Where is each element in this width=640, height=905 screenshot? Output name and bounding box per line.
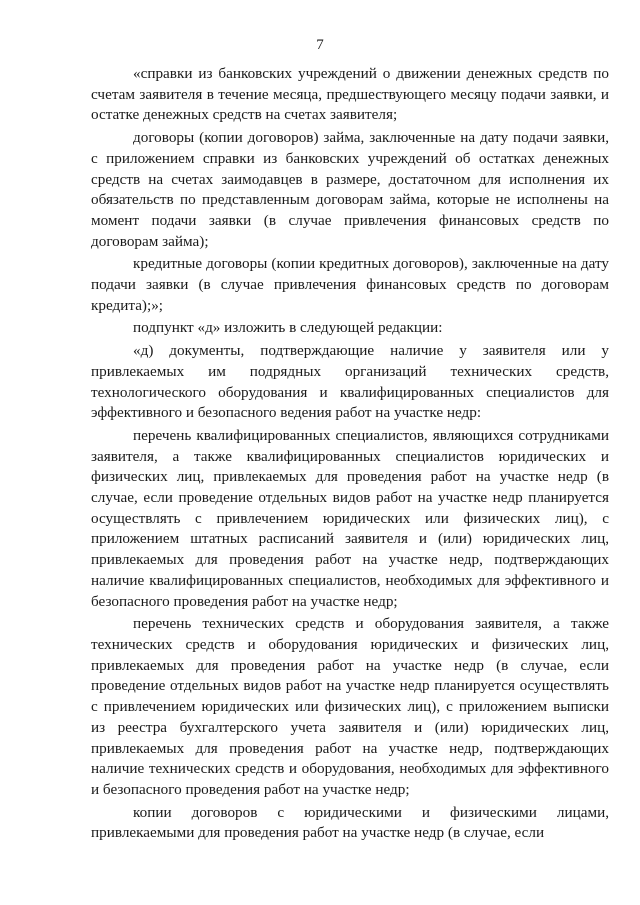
paragraph-subclause-d: «д) документы, подтверждающие наличие у заявителя или у привлекаемых им подрядных организаций технических средств, технологического оборудования и квалифицированных специалистов для эффективного и безопасного ведения работ на участке недр:: [91, 342, 609, 422]
paragraph-credit-agreements: кредитные договоры (копии кредитных договоров), заключенные на дату подачи заявки (в случае привлечения финансовых средств по договорам кредита);»;: [91, 255, 609, 314]
paragraph-specialists-list: перечень квалифицированных специалистов, являющихся сотрудниками заявителя, а также квалифицированных специалистов юридических и физических лиц, привлекаемых для проведения работ на участке недр (в случае, если проведение отдельных видов работ на участке недр планируется осуществлять с привлечением юридических или физических лиц), с приложением штатных расписаний заявителя и (или) юридических лиц, привлекаемых для проведения работ на участке недр, подтверждающих наличие квалифицированных специалистов, необходимых для эффективного и безопасного проведения работ на участке недр;: [91, 426, 609, 610]
paragraph-subclause-d-intro: подпункт «д» изложить в следующей редакции:: [133, 319, 443, 337]
page-number: 7: [316, 37, 324, 53]
paragraph-loan-agreements: договоры (копии договоров) займа, заключенные на дату подачи заявки, с приложением справки из банковских учреждений об остатках денежных средств на счетах заимодавцев в размере, достаточном для исполнения их обязательств по представленным договорам займа, которые не исполнены на момент подачи заявки (в случае привлечения финансовых средств по договорам займа);: [91, 129, 609, 250]
document-body: [91, 64, 609, 846]
paragraph-bank-statements: «справки из банковских учреждений о движении денежных средств по счетам заявителя в течение месяца, предшествующего месяцу подачи заявки, и остатке денежных средств на счетах заявителя;: [91, 65, 609, 124]
paragraph-contract-copies: копии договоров с юридическими и физическими лицами, привлекаемыми для проведения работ на участке недр (в случае, если: [91, 803, 609, 842]
paragraph-equipment-list: перечень технических средств и оборудования заявителя, а также технических средств и оборудования юридических и физических лиц, привлекаемых для проведения работ на участке недр (в случае, если проведение отдельных видов работ на участке недр планируется осуществлять с привлечением юридических или физических лиц), с приложением выписки из реестра бухгалтерского учета заявителя и (или) юридических лиц, привлекаемых для проведения работ на участке недр, подтверждающих наличие технических средств и оборудования, необходимых для эффективного и безопасного проведения работ на участке недр;: [91, 615, 609, 798]
